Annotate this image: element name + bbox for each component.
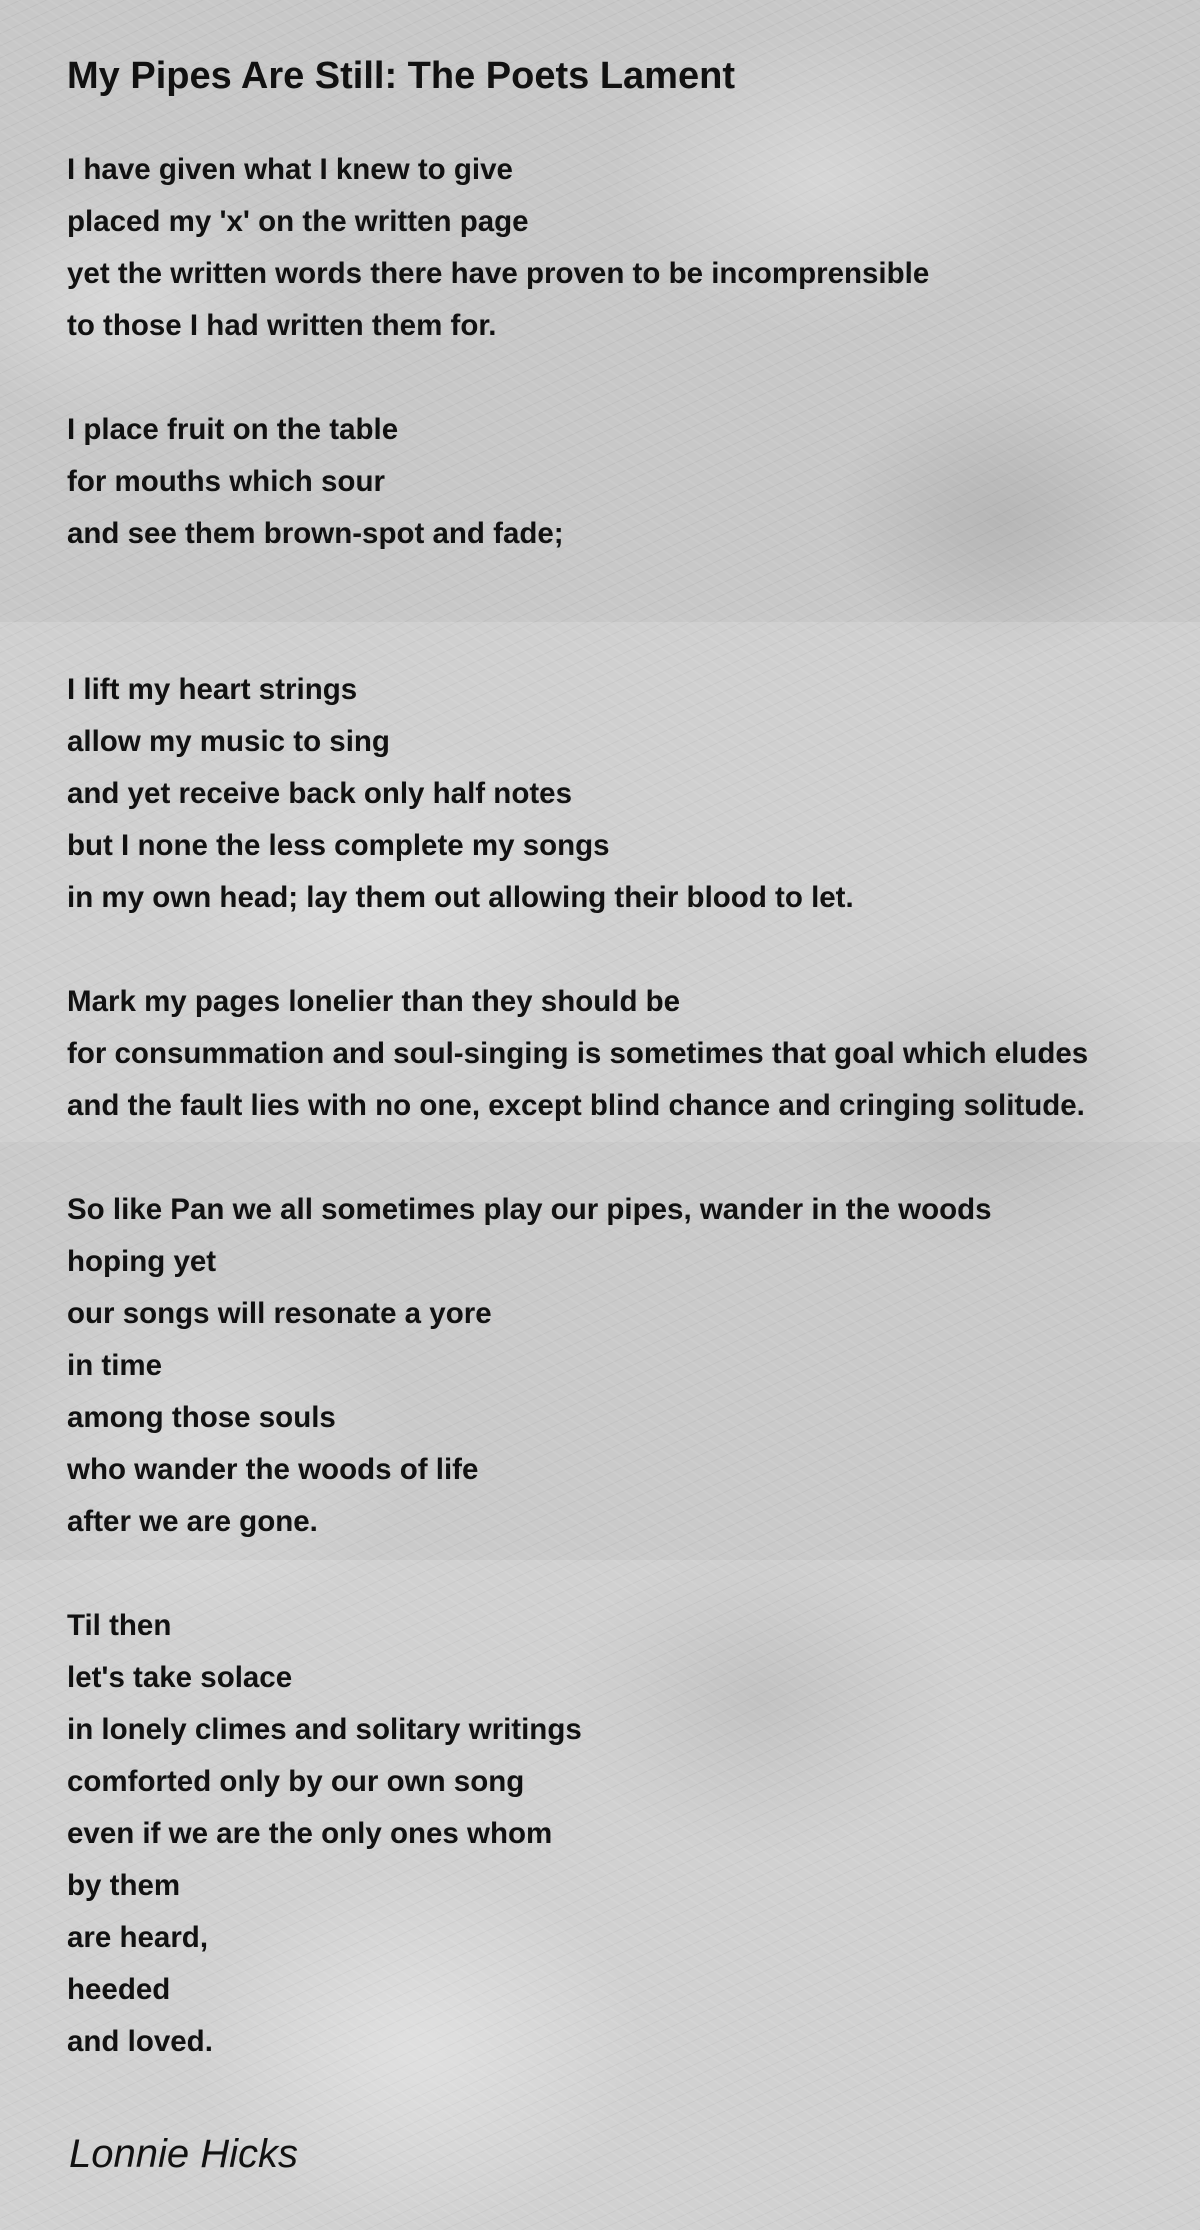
poem-line: and loved. [67,2025,213,2058]
poem-line: in my own head; lay them out allowing their blood to let. [67,881,854,914]
poem-line: Til then [67,1609,172,1642]
poem-line: yet the written words there have proven to be incomprensible [67,257,930,290]
poem-line: among those souls [67,1401,336,1434]
poem-body [67,144,1192,2068]
poem-line: hoping yet [67,1245,217,1278]
author-signature: Lonnie Hicks [69,2132,299,2176]
poem-container [67,46,1192,2068]
poem-line: in time [67,1349,163,1382]
poem-line: let's take solace [67,1661,293,1694]
stanza-break [67,1548,1192,1600]
stanza [67,664,1192,924]
stanza-break [67,352,1192,404]
poem-line: our songs will resonate a yore [67,1297,492,1330]
poem-line: by them [67,1869,181,1902]
poem-line: and the fault lies with no one, except blind chance and cringing solitude. [67,1089,1085,1122]
poem-line: are heard, [67,1921,209,1954]
poem-line: in lonely climes and solitary writings [67,1713,582,1746]
poem-line: for mouths which sour [67,465,385,498]
poem-line: but I none the less complete my songs [67,829,610,862]
poem-title: My Pipes Are Still: The Poets Lament [67,55,735,97]
poem-line: Mark my pages lonelier than they should be [67,985,681,1018]
stanza [67,1600,1192,2068]
poem-line: heeded [67,1973,171,2006]
stanza [67,976,1192,1132]
poem-line: allow my music to sing [67,725,390,758]
stanza [67,144,1192,352]
stanza-break [67,560,1192,612]
poem-line: So like Pan we all sometimes play our pipes, wander in the woods [67,1193,992,1226]
poem-line: placed my 'x' on the written page [67,205,529,238]
stanza-break [67,612,1192,664]
poem-line: I place fruit on the table [67,413,399,446]
stanza-break [67,924,1192,976]
poem-line: and see them brown-spot and fade; [67,517,564,550]
poem-line: for consummation and soul-singing is sometimes that goal which eludes [67,1037,1089,1070]
poem-line: I have given what I knew to give [67,153,513,186]
poem-line: even if we are the only ones whom [67,1817,553,1850]
poem-line: who wander the woods of life [67,1453,479,1486]
stanza [67,1184,1192,1548]
poem-line: to those I had written them for. [67,309,497,342]
poem-line: I lift my heart strings [67,673,358,706]
stanza-break [67,1132,1192,1184]
poem-line: comforted only by our own song [67,1765,525,1798]
stanza [67,404,1192,560]
poem-line: after we are gone. [67,1505,318,1538]
poem-line: and yet receive back only half notes [67,777,572,810]
